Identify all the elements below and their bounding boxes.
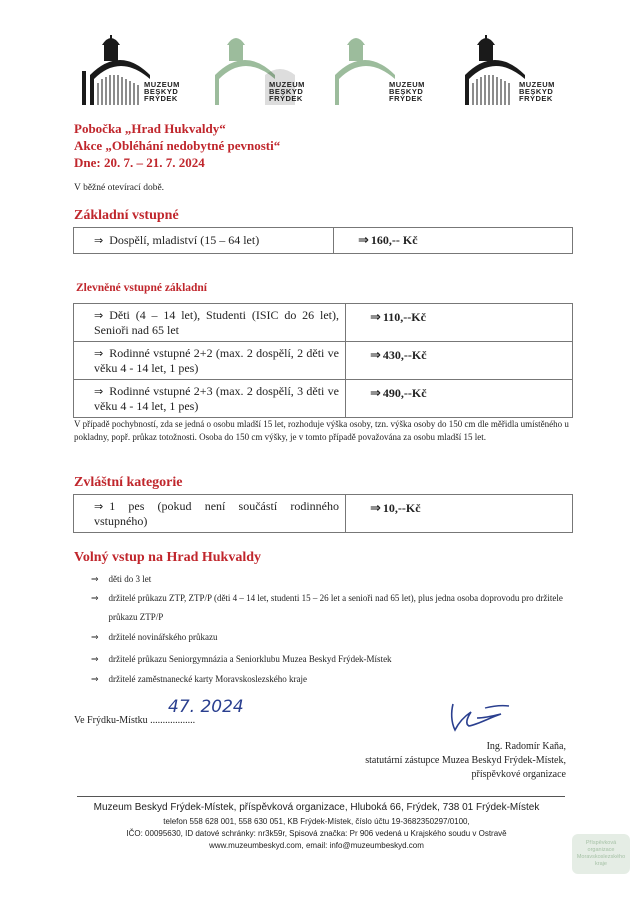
free-heading: Volný vstup na Hrad Hukvaldy <box>74 550 261 565</box>
price-value <box>346 342 573 380</box>
logo-text: MUZEUM <box>269 80 305 89</box>
arrow-icon: ⇒ <box>91 594 99 604</box>
list-item-text: děti do 3 let <box>108 574 152 584</box>
price-desc <box>74 228 334 254</box>
footer-contact: telefon 558 628 001, 558 630 051, KB Frýdek-Místek, číslo účtu 19-3682350297/0100, <box>163 817 470 826</box>
museum-logo <box>80 35 190 105</box>
arrow-icon: ⇒ <box>94 309 104 322</box>
price-desc-text: 1 pes (pokud není součástí rodinného vstupného) <box>94 499 339 528</box>
logo-text: BESKYD <box>389 87 424 96</box>
signatory <box>365 740 566 782</box>
arrow-icon: ⇒ <box>94 385 104 398</box>
price-desc <box>74 304 346 342</box>
price-desc-text: Děti (4 – 14 let), Studenti (ISIC do 26 let), Senioři nad 65 let <box>94 308 339 337</box>
footer-registry: IČO: 00095630, ID datové schránky: nr3k59r, Spisová značka: Pr 906 vedená u Krajského soudu v Ostravě <box>126 829 507 838</box>
special-heading: Zvláštní kategorie <box>74 475 183 490</box>
museum-logo <box>325 35 435 105</box>
opening-hours: V běžné otevírací době. <box>74 183 165 193</box>
region-stamp: Příspěvková organizace Moravskoslezského kraje <box>572 834 630 874</box>
handwritten-date: 47. 2024 <box>168 697 244 717</box>
table-row <box>74 304 573 342</box>
price-text: 160,-- Kč <box>370 233 418 247</box>
price-value <box>346 495 573 533</box>
price-desc <box>74 495 346 533</box>
logo-text: MUZEUM <box>389 80 425 89</box>
museum-logo <box>455 35 565 105</box>
arrow-icon: ⇒ <box>370 386 381 401</box>
reduced-heading: Zlevněné vstupné základní <box>76 282 207 294</box>
event-title: Akce „Obléhání nedobytné pevnosti“ <box>74 138 281 153</box>
reduced-price-table <box>73 303 573 418</box>
price-desc <box>74 342 346 380</box>
logo-text: FRÝDEK <box>389 94 423 103</box>
basic-heading: Základní vstupné <box>74 208 179 223</box>
price-desc-text: Dospělí, mladiství (15 – 64 let) <box>109 233 260 247</box>
arrow-icon: ⇒ <box>94 347 104 360</box>
price-text: 430,--Kč <box>382 348 427 362</box>
table-row <box>74 380 573 418</box>
price-value <box>334 228 573 254</box>
signatory-name: Ing. Radomír Kaňa, <box>486 741 566 752</box>
price-desc-text: Rodinné vstupné 2+3 (max. 2 dospělí, 3 děti ve věku 4 - 14 let, 1 pes) <box>94 384 339 413</box>
price-text: 490,--Kč <box>382 386 427 400</box>
museum-logo <box>205 35 315 105</box>
logo-text: MUZEUM <box>144 80 180 89</box>
logo-text: BESKYD <box>519 87 554 96</box>
arrow-icon: ⇒ <box>91 655 99 665</box>
list-item <box>91 592 569 627</box>
price-value <box>346 380 573 418</box>
footer-web: www.muzeumbeskyd.com, email: info@muzeumbeskyd.com <box>209 841 424 850</box>
list-item-text: držitelé průkazu Seniorgymnázia a Seniorklubu Muzea Beskyd Frýdek-Místek <box>108 654 392 664</box>
basic-price-table <box>73 227 573 254</box>
list-item <box>91 630 218 645</box>
list-item-text: držitelé průkazu ZTP, ZTP/P (děti 4 – 14 let, studenti 15 – 26 let a senioři nad 65 let), plus jedna osoba doprovodu pro držitele průkazu ZTP/P <box>108 593 563 622</box>
arrow-icon: ⇒ <box>91 575 99 585</box>
signature-icon <box>445 700 515 735</box>
logo-text: FRÝDEK <box>144 94 178 103</box>
logo-text: FRÝDEK <box>269 94 303 103</box>
arrow-icon: ⇒ <box>370 310 381 325</box>
arrow-icon: ⇒ <box>94 500 104 513</box>
arrow-icon: ⇒ <box>370 501 381 516</box>
logo-text: BESKYD <box>144 87 179 96</box>
price-text: 10,--Kč <box>382 501 421 515</box>
event-dates: Dne: 20. 7. – 21. 7. 2024 <box>74 155 205 170</box>
footer-divider <box>77 796 565 797</box>
table-row <box>74 342 573 380</box>
special-price-table <box>73 494 573 533</box>
list-item <box>91 652 392 667</box>
list-item-text: držitelé zaměstnanecké karty Moravskoslezského kraje <box>108 674 307 684</box>
price-desc-text: Rodinné vstupné 2+2 (max. 2 dospělí, 2 děti ve věku 4 - 14 let, 1 pes) <box>94 346 339 375</box>
price-text: 110,--Kč <box>382 310 426 324</box>
arrow-icon: ⇒ <box>370 348 381 363</box>
arrow-icon: ⇒ <box>94 234 104 247</box>
list-item-text: držitelé novinářského průkazu <box>108 632 218 642</box>
logo-text: FRÝDEK <box>519 94 553 103</box>
logo-text: BESKYD <box>269 87 304 96</box>
arrow-icon: ⇒ <box>91 633 99 643</box>
footer-org: Muzeum Beskyd Frýdek-Místek, příspěvková organizace, Hluboká 66, Frýdek, 738 01 Frýdek-Místek <box>93 802 540 813</box>
list-item <box>91 572 151 587</box>
height-note: V případě pochybností, zda se jedná o osobu mladší 15 let, rozhoduje výška osoby, tzn. výška osoby do 150 cm dle měřidla umístěného u pokladny, popř. průkaz totožnosti. Osoba do 150 cm výšky, je v tomto případě považována za osobu mladší 15 let. <box>74 419 569 442</box>
place-date: Ve Frýdku-Místku .................. <box>74 715 196 726</box>
signatory-role: statutární zástupce Muzea Beskyd Frýdek-Místek, <box>365 755 566 766</box>
signatory-org: příspěvkové organizace <box>471 769 566 780</box>
table-row <box>74 495 573 533</box>
arrow-icon: ⇒ <box>91 675 99 685</box>
list-item <box>91 672 307 687</box>
branch-title: Pobočka „Hrad Hukvaldy“ <box>74 121 226 136</box>
price-desc <box>74 380 346 418</box>
arrow-icon: ⇒ <box>358 233 369 248</box>
price-value <box>346 304 573 342</box>
table-row <box>74 228 573 254</box>
logo-text: MUZEUM <box>519 80 555 89</box>
